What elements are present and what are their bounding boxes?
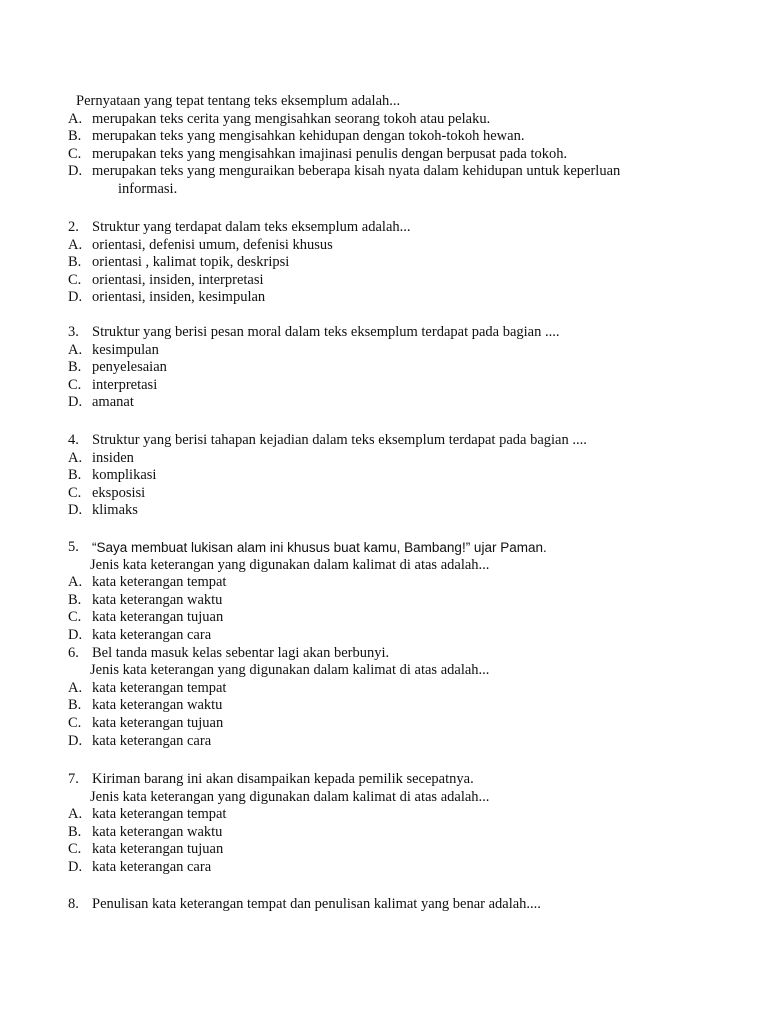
option-d: D. merupakan teks yang menguraikan beberapa kisah nyata dalam kehidupan untuk keperluan <box>68 163 621 180</box>
option-a: A. kata keterangan tempat <box>68 574 227 591</box>
option-c: C. interpretasi <box>68 376 158 393</box>
option-b: B. kata keterangan waktu <box>68 697 223 714</box>
question-6-text: 6. Bel tanda masuk kelas sebentar lagi akan berbunyi. <box>68 644 390 661</box>
option-d: D. kata keterangan cara <box>68 732 212 749</box>
option-c: C. orientasi, insiden, interpretasi <box>68 271 264 288</box>
question-3-text: 3. Struktur yang berisi pesan moral dalam teks eksemplum terdapat pada bagian .... <box>68 324 560 340</box>
question-4-text: 4. Struktur yang berisi tahapan kejadian dalam teks eksemplum terdapat pada bagian .... <box>68 432 587 448</box>
question-8 <box>68 896 708 914</box>
option-c: C. eksposisi <box>68 484 146 501</box>
option-d: D. klimaks <box>68 502 138 519</box>
option-b: B. orientasi , kalimat topik, deskripsi <box>68 254 290 271</box>
question-7-subtext: Jenis kata keterangan yang digunakan dalam kalimat di atas adalah... <box>90 788 490 805</box>
option-d: D. orientasi, insiden, kesimpulan <box>68 289 266 306</box>
option-a: A. orientasi, defenisi umum, defenisi khusus <box>68 236 333 253</box>
option-a: A. kata keterangan tempat <box>68 679 227 696</box>
question-1-text: Pernyataan yang tepat tentang teks eksemplum adalah... <box>76 93 401 109</box>
question-4 <box>68 432 708 520</box>
question-5 <box>68 539 708 750</box>
option-a: A. kata keterangan tempat <box>68 806 227 823</box>
option-d: D. kata keterangan cara <box>68 858 212 875</box>
option-b: B. kata keterangan waktu <box>68 591 223 608</box>
question-2 <box>68 219 708 307</box>
option-c: C. merupakan teks yang mengisahkan imajinasi penulis dengan berpusat pada tokoh. <box>68 145 568 162</box>
question-1 <box>68 93 708 199</box>
question-7 <box>68 771 708 877</box>
option-b: B. komplikasi <box>68 467 157 484</box>
option-b: B. kata keterangan waktu <box>68 823 223 840</box>
option-a: A. kesimpulan <box>68 341 159 358</box>
option-b: B. merupakan teks yang mengisahkan kehidupan dengan tokoh-tokoh hewan. <box>68 128 525 145</box>
question-6-subtext: Jenis kata keterangan yang digunakan dalam kalimat di atas adalah... <box>90 662 490 679</box>
question-2-text: 2. Struktur yang terdapat dalam teks eksemplum adalah... <box>68 219 411 235</box>
question-7-text: 7. Kiriman barang ini akan disampaikan kepada pemilik secepatnya. <box>68 771 474 787</box>
question-8-text: 8. Penulisan kata keterangan tempat dan penulisan kalimat yang benar adalah.... <box>68 896 541 912</box>
option-d: D. amanat <box>68 394 134 411</box>
option-b: B. penyelesaian <box>68 359 167 376</box>
question-5-subtext: Jenis kata keterangan yang digunakan dalam kalimat di atas adalah... <box>90 556 490 573</box>
option-c: C. kata keterangan tujuan <box>68 714 224 731</box>
option-c: C. kata keterangan tujuan <box>68 609 224 626</box>
option-a: A. merupakan teks cerita yang mengisahkan seorang tokoh atau pelaku. <box>68 110 491 127</box>
question-3 <box>68 324 708 412</box>
option-d-continuation: informasi. <box>118 180 178 197</box>
option-a: A. insiden <box>68 449 134 466</box>
question-5-text: 5. “Saya membuat lukisan alam ini khusus buat kamu, Bambang!” ujar Paman. <box>68 539 547 555</box>
option-c: C. kata keterangan tujuan <box>68 841 224 858</box>
option-d: D. kata keterangan cara <box>68 626 212 643</box>
